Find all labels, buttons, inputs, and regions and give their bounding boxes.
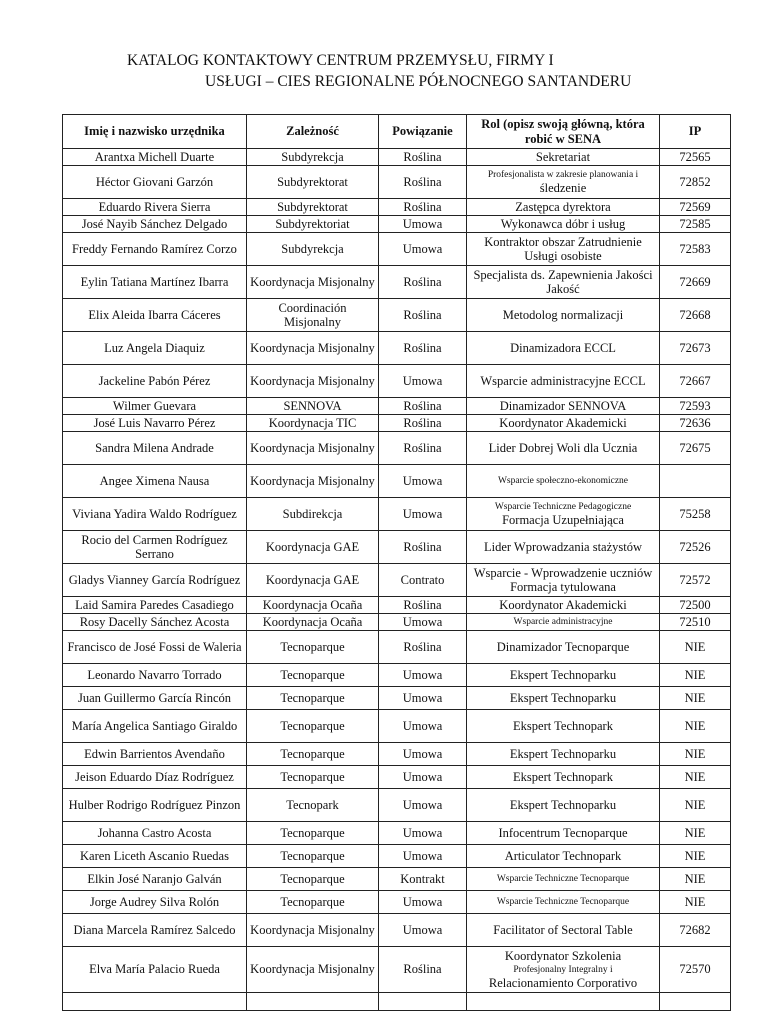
cell-name: Jorge Audrey Silva Rolón [63, 891, 247, 914]
cell-name: José Nayib Sánchez Delgado [63, 216, 247, 233]
cell-ip: 72636 [660, 415, 731, 432]
cell-role [467, 216, 660, 233]
cell-dependency: Koordynacja Misjonalny [247, 432, 379, 465]
cell-name: Hulber Rodrigo Rodríguez Pinzon [63, 789, 247, 822]
cell-name: Elkin José Naranjo Galván [63, 868, 247, 891]
role-line: Articulator Technopark [504, 848, 622, 863]
cell-name: Rocio del Carmen Rodríguez Serrano [63, 531, 247, 564]
cell-dependency: Koordynacja Misjonalny [247, 365, 379, 398]
role-line: Koordynator Akademicki [499, 415, 627, 430]
cell-link: Roślina [379, 415, 467, 432]
role-line: Ekspert Technoparku [509, 746, 617, 761]
role-line-small: Wsparcie Techniczne Pedagogiczne [494, 501, 632, 512]
cell-link: Roślina [379, 266, 467, 299]
cell-ip: 72565 [660, 149, 731, 166]
cell-ip: 72673 [660, 332, 731, 365]
cell-name: Sandra Milena Andrade [63, 432, 247, 465]
table-row [63, 266, 731, 299]
table-row [63, 332, 731, 365]
cell-ip: NIE [660, 822, 731, 845]
cell-role [467, 564, 660, 597]
cell-name: Wilmer Guevara [63, 398, 247, 415]
cell-role [467, 914, 660, 947]
cell-ip: 72526 [660, 531, 731, 564]
cell-ip: NIE [660, 664, 731, 687]
cell-ip: NIE [660, 845, 731, 868]
cell-name: María Angelica Santiago Giraldo [63, 710, 247, 743]
table-row [63, 415, 731, 432]
cell-role [467, 822, 660, 845]
table-row [63, 299, 731, 332]
cell-role [467, 299, 660, 332]
role-line: Sekretariat [535, 149, 591, 164]
cell-ip: 72682 [660, 914, 731, 947]
role-line: Relacionamiento Corporativo [488, 975, 638, 990]
cell-dependency: Koordynacja GAE [247, 531, 379, 564]
cell-ip: 72667 [660, 365, 731, 398]
cell-ip: 75258 [660, 498, 731, 531]
title-line-2: USŁUGI – CIES REGIONALNE PÓŁNOCNEGO SANTANDERU [205, 73, 632, 90]
role-line: Dinamizador SENNOVA [499, 398, 627, 413]
contacts-table [62, 114, 731, 1011]
cell-name: Johanna Castro Acosta [63, 822, 247, 845]
cell-link: Umowa [379, 687, 467, 710]
cell-role [467, 789, 660, 822]
cell-name: Karen Liceth Ascanio Ruedas [63, 845, 247, 868]
cell-name: Viviana Yadira Waldo Rodríguez [63, 498, 247, 531]
cell-ip: NIE [660, 868, 731, 891]
role-line: Wykonawca dóbr i usług [500, 216, 626, 231]
table-body [63, 149, 731, 1011]
cell-dependency: Koordynacja GAE [247, 564, 379, 597]
cell-role [467, 743, 660, 766]
role-line: śledzenie [539, 180, 587, 195]
cell-link: Roślina [379, 166, 467, 199]
role-line-small: Profesjonalista w zakresie planowania i [487, 169, 639, 180]
cell-ip: 72500 [660, 597, 731, 614]
cell-link: Umowa [379, 789, 467, 822]
header-link: Powiązanie [379, 115, 467, 149]
cell-ip: NIE [660, 687, 731, 710]
table-row [63, 166, 731, 199]
role-line: Ekspert Technopark [513, 769, 613, 784]
header-name: Imię i nazwisko urzędnika [63, 115, 247, 149]
cell-dependency: Koordynacja Misjonalny [247, 914, 379, 947]
cell-name: Laid Samira Paredes Casadiego [63, 597, 247, 614]
cell-role [467, 432, 660, 465]
table-row [63, 614, 731, 631]
cell-dependency: Subdirekcja [247, 498, 379, 531]
cell-role [467, 149, 660, 166]
header-ip: IP [660, 115, 731, 149]
role-line: Metodolog normalizacji [502, 307, 624, 322]
cell-role [467, 465, 660, 498]
table-row [63, 868, 731, 891]
role-line: Lider Dobrej Woli dla Ucznia [488, 440, 638, 455]
cell-link: Umowa [379, 664, 467, 687]
role-line-small: Wsparcie administracyjne [513, 617, 613, 627]
cell-role [467, 687, 660, 710]
cell-dependency: Tecnoparque [247, 766, 379, 789]
cell-role [467, 498, 660, 531]
cell-role [467, 891, 660, 914]
cell-name: Freddy Fernando Ramírez Corzo [63, 233, 247, 266]
table-row [63, 216, 731, 233]
role-line: Specjalista ds. Zapewnienia Jakości Jakość [473, 267, 653, 296]
table-row [63, 149, 731, 166]
cell-dependency: Subdyrektoriat [247, 216, 379, 233]
cell-dependency: Koordynacja Misjonalny [247, 332, 379, 365]
cell-dependency: Koordynacja Misjonalny [247, 465, 379, 498]
cell-role [467, 166, 660, 199]
cell-ip: NIE [660, 710, 731, 743]
role-line-small: Wsparcie Techniczne Tecnoparque [496, 897, 630, 907]
cell-link: Roślina [379, 149, 467, 166]
cell-role [467, 868, 660, 891]
cell-link: Umowa [379, 891, 467, 914]
cell-role [467, 415, 660, 432]
table-row [63, 947, 731, 993]
cell-ip: 72583 [660, 233, 731, 266]
cell-dependency [247, 993, 379, 1011]
cell-ip: 72593 [660, 398, 731, 415]
table-row [63, 365, 731, 398]
cell-link: Umowa [379, 216, 467, 233]
role-line: Wsparcie - Wprowadzenie uczniów Formacja tytulowana [473, 565, 653, 594]
cell-ip: 72852 [660, 166, 731, 199]
cell-dependency: Tecnoparque [247, 664, 379, 687]
cell-dependency: Koordynacja TIC [247, 415, 379, 432]
table-row [63, 531, 731, 564]
table-row [63, 914, 731, 947]
role-line-small: Wsparcie Techniczne Tecnoparque [496, 874, 630, 884]
role-line-small: Profesjonalny Integralny i [513, 964, 613, 975]
cell-role [467, 766, 660, 789]
cell-role [467, 398, 660, 415]
cell-name [63, 993, 247, 1011]
cell-link: Roślina [379, 432, 467, 465]
cell-name: Arantxa Michell Duarte [63, 149, 247, 166]
role-line: Ekspert Technopark [513, 718, 613, 733]
cell-link: Umowa [379, 914, 467, 947]
cell-link: Umowa [379, 766, 467, 789]
table-row [63, 498, 731, 531]
cell-ip: NIE [660, 631, 731, 664]
table-row [63, 564, 731, 597]
cell-name: Elva María Palacio Rueda [63, 947, 247, 993]
cell-name: José Luis Navarro Pérez [63, 415, 247, 432]
table-row [63, 993, 731, 1011]
cell-role [467, 710, 660, 743]
table-header-row [63, 115, 731, 149]
role-line: Koordynator Akademicki [499, 597, 627, 612]
cell-dependency: Coordinación Misjonalny [247, 299, 379, 332]
cell-name: Diana Marcela Ramírez Salcedo [63, 914, 247, 947]
cell-ip: 72668 [660, 299, 731, 332]
cell-role [467, 664, 660, 687]
cell-name: Leonardo Navarro Torrado [63, 664, 247, 687]
cell-dependency: Koordynacja Ocaña [247, 597, 379, 614]
cell-link: Roślina [379, 947, 467, 993]
cell-dependency: Subdyrektorat [247, 166, 379, 199]
cell-dependency: Tecnoparque [247, 631, 379, 664]
cell-role [467, 266, 660, 299]
cell-dependency: Tecnoparque [247, 891, 379, 914]
cell-ip: NIE [660, 891, 731, 914]
role-line: Wsparcie administracyjne ECCL [480, 373, 646, 388]
cell-dependency: Subdyrekcja [247, 233, 379, 266]
cell-name: Eduardo Rivera Sierra [63, 199, 247, 216]
header-role: Rol (opisz swoją główną, która robić w SENA [467, 115, 660, 149]
cell-name: Angee Ximena Nausa [63, 465, 247, 498]
role-line: Dinamizadora ECCL [510, 340, 616, 355]
cell-dependency: Tecnoparque [247, 743, 379, 766]
role-line: Facilitator of Sectoral Table [493, 922, 633, 937]
cell-role [467, 332, 660, 365]
header-dependency: Zależność [247, 115, 379, 149]
cell-dependency: Tecnoparque [247, 845, 379, 868]
cell-role [467, 614, 660, 631]
cell-ip: 72569 [660, 199, 731, 216]
cell-role [467, 199, 660, 216]
cell-ip: NIE [660, 743, 731, 766]
cell-ip: 72675 [660, 432, 731, 465]
cell-role [467, 993, 660, 1011]
cell-link: Umowa [379, 614, 467, 631]
table-row [63, 766, 731, 789]
cell-link: Umowa [379, 822, 467, 845]
table-row [63, 597, 731, 614]
role-line: Ekspert Technoparku [509, 667, 617, 682]
cell-name: Rosy Dacelly Sánchez Acosta [63, 614, 247, 631]
cell-link: Roślina [379, 631, 467, 664]
table-row [63, 199, 731, 216]
cell-ip: NIE [660, 789, 731, 822]
cell-link: Umowa [379, 710, 467, 743]
cell-link: Kontrakt [379, 868, 467, 891]
cell-dependency: Subdyrektorat [247, 199, 379, 216]
cell-role [467, 631, 660, 664]
cell-ip: 72572 [660, 564, 731, 597]
cell-role [467, 531, 660, 564]
cell-dependency: Tecnoparque [247, 868, 379, 891]
cell-name: Edwin Barrientos Avendaño [63, 743, 247, 766]
role-line: Dinamizador Tecnoparque [496, 639, 630, 654]
cell-dependency: Koordynacja Ocaña [247, 614, 379, 631]
cell-link: Roślina [379, 299, 467, 332]
cell-dependency: Tecnoparque [247, 822, 379, 845]
cell-link: Roślina [379, 597, 467, 614]
table-row [63, 822, 731, 845]
table-row [63, 710, 731, 743]
table-row [63, 845, 731, 868]
table-row [63, 233, 731, 266]
cell-name: Elix Aleida Ibarra Cáceres [63, 299, 247, 332]
table-row [63, 631, 731, 664]
cell-ip: 72669 [660, 266, 731, 299]
cell-name: Gladys Vianney García Rodríguez [63, 564, 247, 597]
cell-dependency: Koordynacja Misjonalny [247, 947, 379, 993]
cell-dependency: Tecnopark [247, 789, 379, 822]
cell-link: Roślina [379, 199, 467, 216]
role-line: Lider Wprowadzania stażystów [483, 539, 643, 554]
cell-role [467, 597, 660, 614]
cell-dependency: Koordynacja Misjonalny [247, 266, 379, 299]
document-title [0, 50, 768, 92]
table-row [63, 743, 731, 766]
cell-link: Umowa [379, 465, 467, 498]
cell-name: Jeison Eduardo Díaz Rodríguez [63, 766, 247, 789]
cell-link: Umowa [379, 233, 467, 266]
cell-role [467, 947, 660, 993]
cell-name: Juan Guillermo García Rincón [63, 687, 247, 710]
cell-ip: 72585 [660, 216, 731, 233]
table-row [63, 432, 731, 465]
role-line: Ekspert Technoparku [509, 797, 617, 812]
cell-link [379, 993, 467, 1011]
table-row [63, 789, 731, 822]
cell-link: Umowa [379, 845, 467, 868]
table-row [63, 664, 731, 687]
cell-link: Umowa [379, 498, 467, 531]
role-line: Kontraktor obszar Zatrudnienie Usługi osobiste [484, 234, 642, 263]
cell-ip: NIE [660, 766, 731, 789]
cell-ip: 72570 [660, 947, 731, 993]
cell-role [467, 233, 660, 266]
cell-ip: 72510 [660, 614, 731, 631]
cell-dependency: Tecnoparque [247, 687, 379, 710]
cell-link: Roślina [379, 332, 467, 365]
cell-link: Umowa [379, 365, 467, 398]
cell-link: Umowa [379, 743, 467, 766]
cell-name: Eylin Tatiana Martínez Ibarra [63, 266, 247, 299]
table-row [63, 891, 731, 914]
cell-name: Luz Angela Diaquiz [63, 332, 247, 365]
role-line-small: Wsparcie społeczno-ekonomiczne [497, 476, 629, 486]
cell-dependency: SENNOVA [247, 398, 379, 415]
cell-link: Roślina [379, 398, 467, 415]
cell-link: Roślina [379, 531, 467, 564]
role-line: Zastępca dyrektora [515, 199, 611, 214]
cell-role [467, 845, 660, 868]
table-row [63, 398, 731, 415]
cell-name: Jackeline Pabón Pérez [63, 365, 247, 398]
role-line: Ekspert Technoparku [509, 690, 617, 705]
cell-dependency: Subdyrekcja [247, 149, 379, 166]
table-row [63, 465, 731, 498]
cell-role [467, 365, 660, 398]
role-line-top: Koordynator Szkolenia [504, 949, 622, 963]
cell-ip [660, 465, 731, 498]
table-row [63, 687, 731, 710]
role-line: Formacja Uzupełniająca [502, 512, 624, 527]
cell-link: Contrato [379, 564, 467, 597]
cell-ip [660, 993, 731, 1011]
title-line-1: KATALOG KONTAKTOWY CENTRUM PRZEMYSŁU, FIRMY I [127, 52, 554, 69]
cell-name: Héctor Giovani Garzón [63, 166, 247, 199]
cell-name: Francisco de José Fossi de Waleria [63, 631, 247, 664]
role-line: Infocentrum Tecnoparque [498, 825, 628, 840]
cell-dependency: Tecnoparque [247, 710, 379, 743]
